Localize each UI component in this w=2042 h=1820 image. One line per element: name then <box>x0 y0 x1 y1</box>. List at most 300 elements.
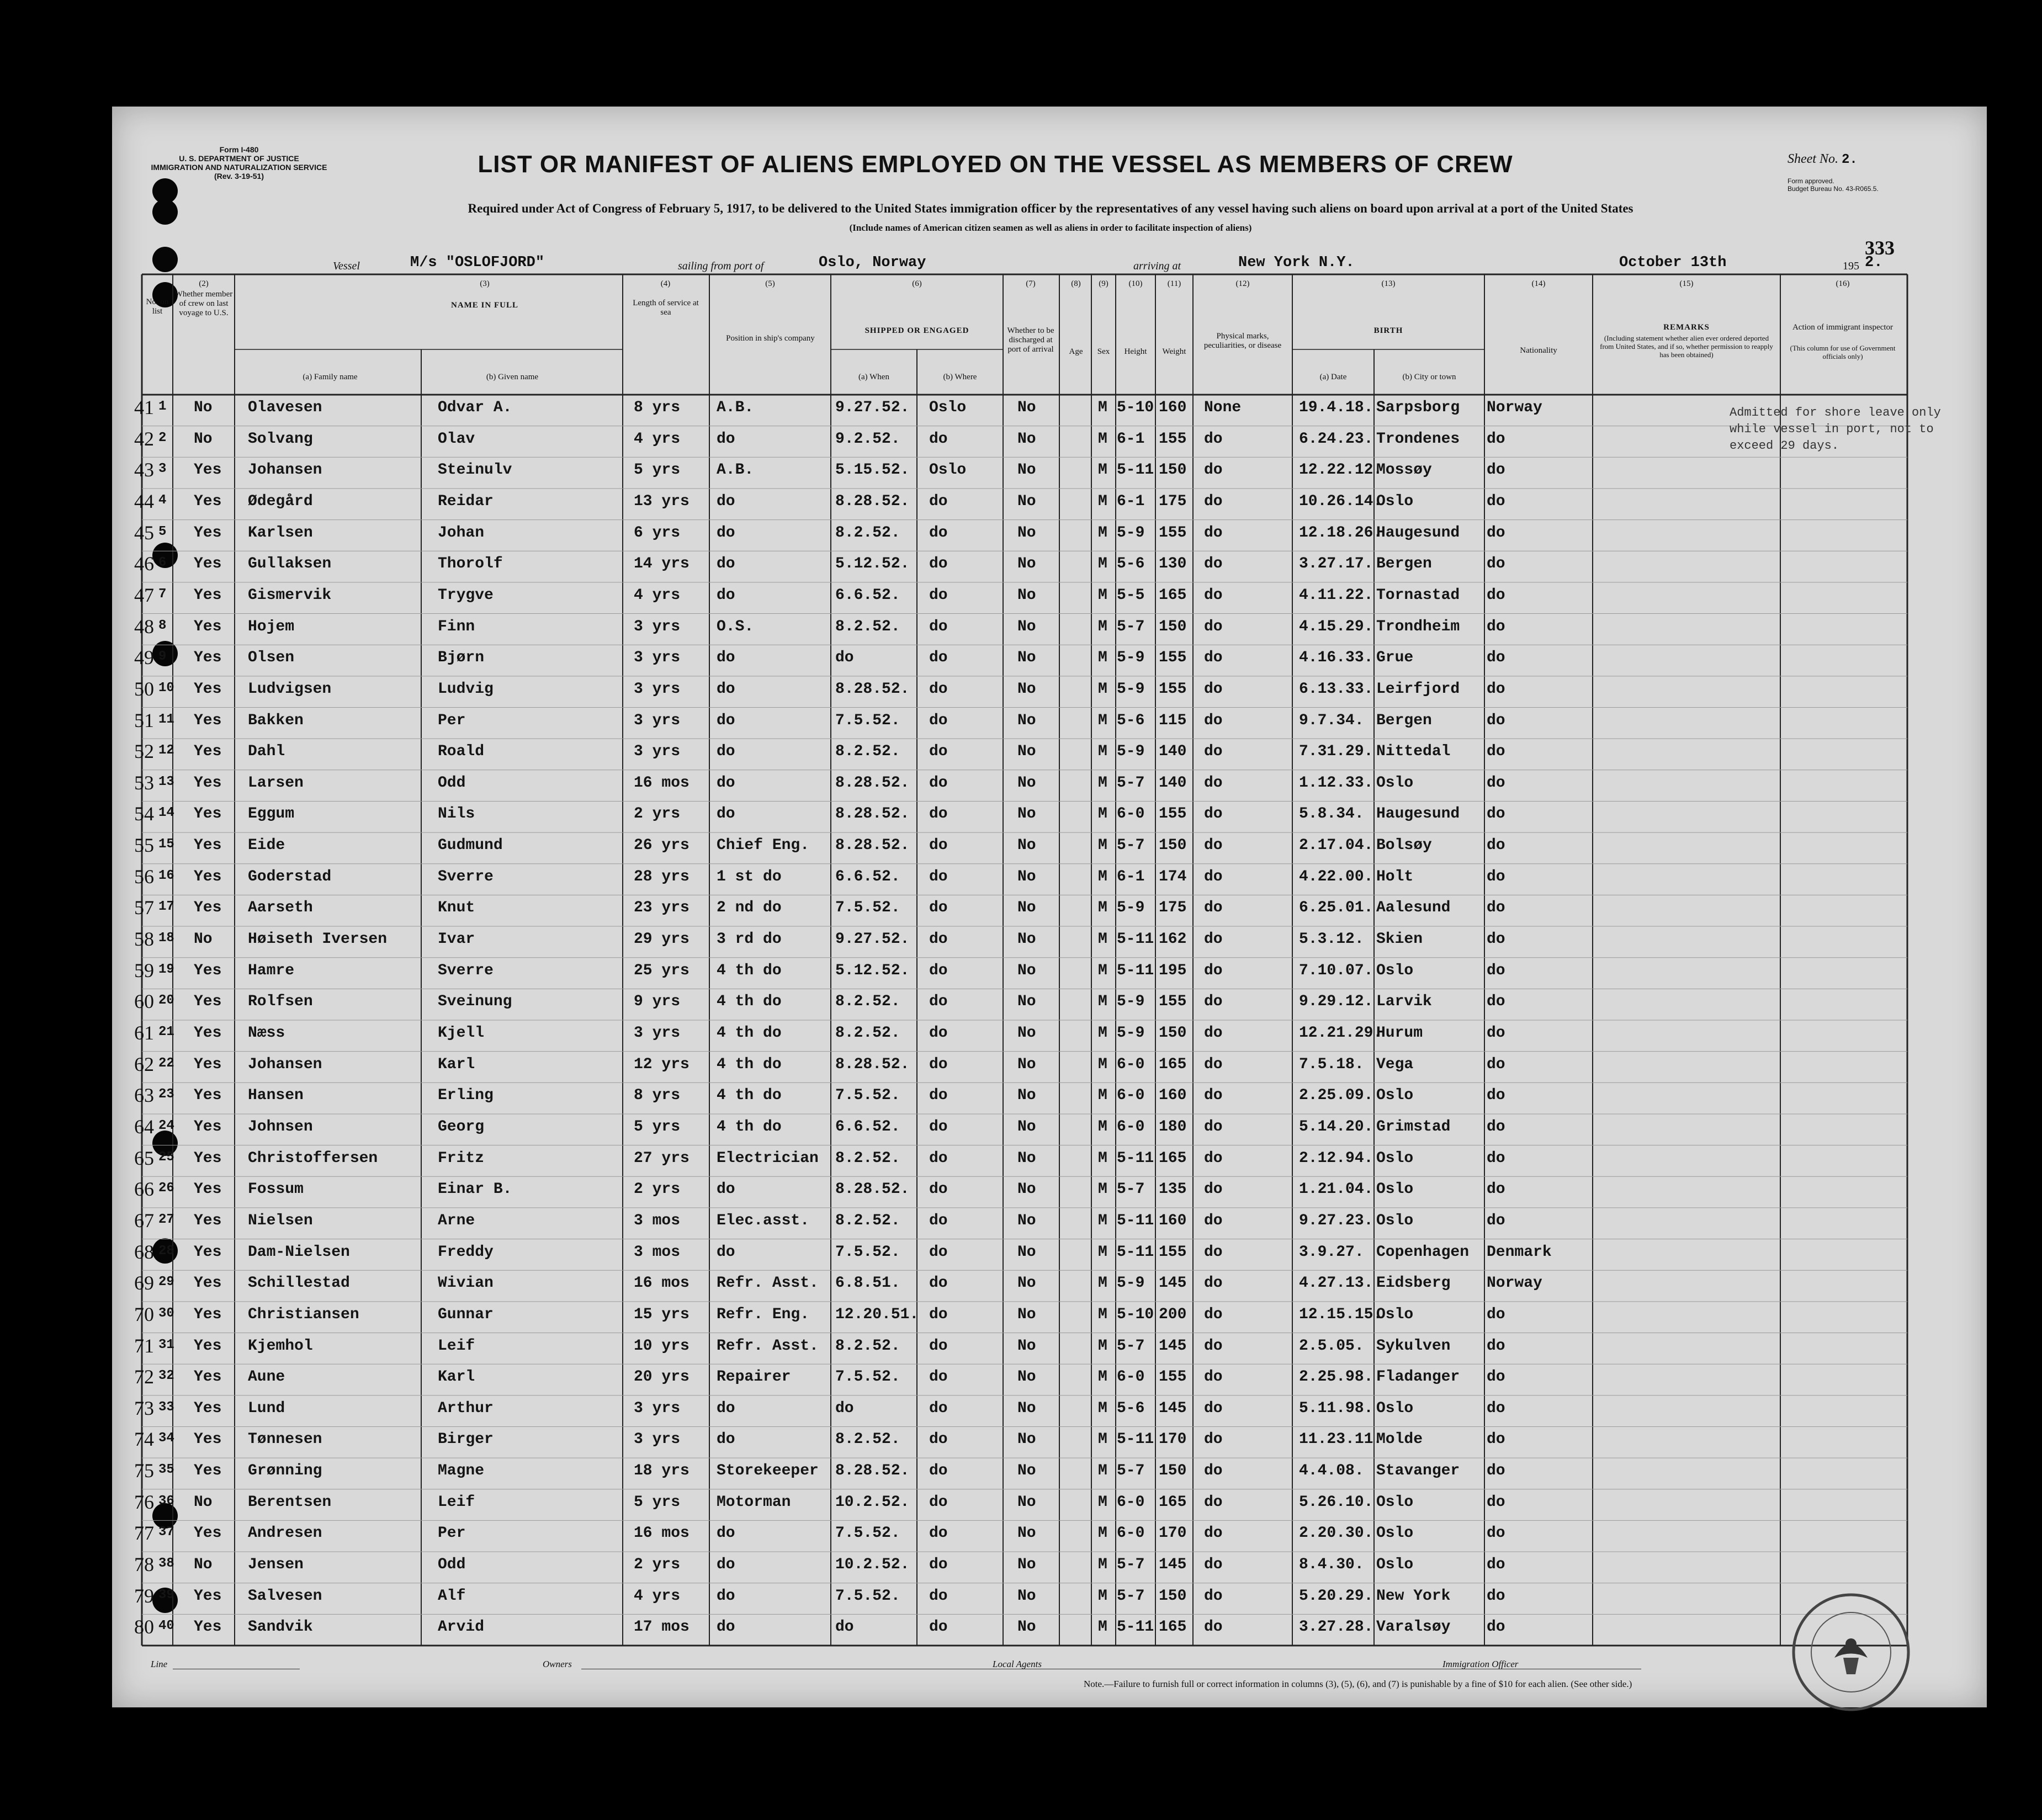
row-discharged: No <box>1017 1055 1036 1073</box>
col-16-num: (16) <box>1836 279 1850 288</box>
budget-line: Budget Bureau No. 43-R065.5. <box>1788 185 1879 193</box>
row-family-name: Christoffersen <box>248 1149 378 1167</box>
row-physical-marks: do <box>1204 1055 1223 1073</box>
row-birth-date: 6.25.01. <box>1299 899 1373 917</box>
row-weight: 165 <box>1159 1619 1187 1636</box>
row-birth-date: 7.10.07. <box>1299 962 1373 979</box>
row-family-name: Gullaksen <box>248 555 332 573</box>
row-height: 5-9 <box>1117 743 1145 761</box>
row-height: 5-9 <box>1117 1275 1145 1292</box>
row-birth-city: Bolsøy <box>1376 837 1432 855</box>
row-shipped-where: Oslo <box>929 461 967 479</box>
row-list-number: 25 <box>158 1149 174 1165</box>
row-birth-city: Hurum <box>1376 1025 1423 1042</box>
row-last-voyage: Yes <box>194 899 222 917</box>
row-service-length: 6 yrs <box>634 524 681 542</box>
row-nationality: do <box>1487 993 1505 1011</box>
row-birth-city: Oslo <box>1376 774 1414 792</box>
row-sex: M <box>1098 1587 1107 1605</box>
row-shipped-when: 8.2.52. <box>835 1025 900 1042</box>
row-service-length: 28 yrs <box>634 868 689 885</box>
row-list-number: 19 <box>158 962 174 977</box>
row-birth-city: Oslo <box>1376 1181 1414 1198</box>
row-list-number: 36 <box>158 1493 174 1509</box>
row-nationality: do <box>1487 649 1505 667</box>
row-birth-date: 9.27.23. <box>1299 1212 1373 1229</box>
col-name-header: NAME IN FULL <box>450 301 518 310</box>
sheet-label: Sheet No. <box>1788 152 1838 166</box>
row-discharged: No <box>1017 1118 1036 1135</box>
row-height: 5-11 <box>1117 1149 1154 1167</box>
row-birth-city: Aalesund <box>1376 899 1451 917</box>
row-position: Refr. Eng. <box>717 1306 810 1323</box>
row-discharged: No <box>1017 1025 1036 1042</box>
row-physical-marks: do <box>1204 931 1223 948</box>
col-when-header: (a) When <box>858 373 889 381</box>
row-height: 5-11 <box>1117 962 1154 979</box>
row-family-name: Gismervik <box>248 586 332 604</box>
row-list-number: 20 <box>158 993 174 1009</box>
row-family-name: Grønning <box>248 1462 322 1480</box>
row-discharged: No <box>1017 524 1036 542</box>
row-birth-date: 12.15.15. <box>1299 1306 1383 1323</box>
row-birth-city: Oslo <box>1376 1087 1414 1105</box>
row-physical-marks: do <box>1204 712 1223 729</box>
form-agency-block <box>145 145 333 181</box>
row-birth-city: Nittedal <box>1376 743 1451 761</box>
row-family-name: Karlsen <box>248 524 313 542</box>
row-birth-city: Oslo <box>1376 1212 1414 1229</box>
form-service: IMMIGRATION AND NATURALIZATION SERVICE <box>151 163 327 172</box>
row-birth-city: Oslo <box>1376 1149 1414 1167</box>
row-handwritten-number: 56 <box>134 865 154 888</box>
row-discharged: No <box>1017 430 1036 448</box>
row-position: 4 th do <box>717 1055 782 1073</box>
row-given-name: Freddy <box>438 1243 494 1261</box>
row-discharged: No <box>1017 461 1036 479</box>
row-service-length: 27 yrs <box>634 1149 689 1167</box>
row-given-name: Reidar <box>438 492 494 510</box>
row-position: do <box>717 1243 735 1261</box>
row-height: 5-11 <box>1117 1243 1154 1261</box>
row-service-length: 16 mos <box>634 1525 689 1542</box>
row-shipped-when: 7.5.52. <box>835 1087 900 1105</box>
row-family-name: Berentsen <box>248 1493 332 1511</box>
sailing-label: sailing from port of <box>678 260 764 272</box>
row-handwritten-number: 77 <box>134 1522 154 1545</box>
row-handwritten-number: 66 <box>134 1178 154 1201</box>
row-height: 5-9 <box>1117 649 1145 667</box>
row-weight: 135 <box>1159 1181 1187 1198</box>
row-shipped-when: 6.6.52. <box>835 586 900 604</box>
row-service-length: 2 yrs <box>634 805 681 823</box>
row-shipped-when: 8.2.52. <box>835 524 900 542</box>
row-shipped-when: 9.2.52. <box>835 430 900 448</box>
row-position: 4 th do <box>717 962 782 979</box>
row-list-number: 16 <box>158 868 174 883</box>
row-height: 5-9 <box>1117 993 1145 1011</box>
col-no-header: No. on list <box>146 298 169 316</box>
row-given-name: Gudmund <box>438 837 503 855</box>
row-shipped-when: 5.12.52. <box>835 555 910 573</box>
row-family-name: Fossum <box>248 1181 304 1198</box>
row-discharged: No <box>1017 962 1036 979</box>
row-sex: M <box>1098 743 1107 761</box>
row-sex: M <box>1098 586 1107 604</box>
row-last-voyage: Yes <box>194 743 222 761</box>
row-list-number: 34 <box>158 1431 174 1446</box>
row-height: 5-11 <box>1117 1212 1154 1229</box>
row-given-name: Georg <box>438 1118 485 1135</box>
row-shipped-when: 8.2.52. <box>835 993 900 1011</box>
row-sex: M <box>1098 931 1107 948</box>
row-last-voyage: Yes <box>194 1181 222 1198</box>
row-position: A.B. <box>717 461 754 479</box>
row-family-name: Dam-Nielsen <box>248 1243 350 1261</box>
row-list-number: 28 <box>158 1243 174 1259</box>
row-service-length: 15 yrs <box>634 1306 689 1323</box>
row-service-length: 4 yrs <box>634 1587 681 1605</box>
row-birth-date: 12.18.26. <box>1299 524 1383 542</box>
punch-hole <box>152 247 178 272</box>
row-position: Electrician <box>717 1149 819 1167</box>
row-nationality: do <box>1487 1556 1505 1574</box>
row-last-voyage: Yes <box>194 1619 222 1636</box>
row-birth-date: 12.22.12. <box>1299 461 1383 479</box>
row-nationality: do <box>1487 1025 1505 1042</box>
row-given-name: Roald <box>438 743 485 761</box>
row-service-length: 8 yrs <box>634 1087 681 1105</box>
row-family-name: Eide <box>248 837 285 855</box>
row-discharged: No <box>1017 1431 1036 1448</box>
row-birth-city: Sarpsborg <box>1376 399 1460 416</box>
row-nationality: do <box>1487 1118 1505 1135</box>
row-family-name: Solvang <box>248 430 313 448</box>
row-list-number: 30 <box>158 1306 174 1321</box>
row-position: Repairer <box>717 1368 791 1386</box>
row-last-voyage: Yes <box>194 1243 222 1261</box>
row-shipped-where: do <box>929 524 948 542</box>
row-shipped-when: 8.28.52. <box>835 492 910 510</box>
row-birth-city: Larvik <box>1376 993 1432 1011</box>
row-discharged: No <box>1017 868 1036 885</box>
row-discharged: No <box>1017 1212 1036 1229</box>
row-nationality: do <box>1487 618 1505 635</box>
footer-owners-label: Owners <box>543 1659 572 1669</box>
row-shipped-where: do <box>929 1399 948 1417</box>
row-sex: M <box>1098 399 1107 416</box>
row-shipped-when: 9.27.52. <box>835 931 910 948</box>
row-handwritten-number: 60 <box>134 990 154 1013</box>
col-3-num: (3) <box>480 279 490 288</box>
row-position: 4 th do <box>717 1087 782 1105</box>
row-birth-date: 1.12.33. <box>1299 774 1373 792</box>
row-list-number: 12 <box>158 743 174 758</box>
row-weight: 165 <box>1159 1493 1187 1511</box>
row-physical-marks: do <box>1204 1556 1223 1574</box>
row-handwritten-number: 79 <box>134 1584 154 1607</box>
row-shipped-when: 8.2.52. <box>835 618 900 635</box>
col-2-num: (2) <box>199 279 209 288</box>
row-birth-date: 2.5.05. <box>1299 1337 1364 1355</box>
col-15-num: (15) <box>1679 279 1694 288</box>
row-discharged: No <box>1017 399 1036 416</box>
row-handwritten-number: 76 <box>134 1490 154 1513</box>
row-service-length: 3 yrs <box>634 649 681 667</box>
row-weight: 155 <box>1159 1243 1187 1261</box>
row-shipped-when: 8.2.52. <box>835 1431 900 1448</box>
row-discharged: No <box>1017 1243 1036 1261</box>
row-weight: 150 <box>1159 461 1187 479</box>
row-discharged: No <box>1017 1181 1036 1198</box>
row-shipped-where: do <box>929 618 948 635</box>
row-weight: 145 <box>1159 1275 1187 1292</box>
row-physical-marks: do <box>1204 837 1223 855</box>
row-family-name: Johansen <box>248 461 322 479</box>
row-birth-date: 3.27.17. <box>1299 555 1373 573</box>
row-shipped-when: 8.2.52. <box>835 1212 900 1229</box>
row-shipped-when: 8.28.52. <box>835 1462 910 1480</box>
form-id: Form I-480 <box>219 145 259 154</box>
row-birth-date: 2.25.09. <box>1299 1087 1373 1105</box>
row-given-name: Sverre <box>438 868 494 885</box>
row-service-length: 18 yrs <box>634 1462 689 1480</box>
row-handwritten-number: 63 <box>134 1084 154 1107</box>
col-4-num: (4) <box>660 279 671 288</box>
row-birth-city: Oslo <box>1376 1493 1414 1511</box>
row-shipped-when: 7.5.52. <box>835 1525 900 1542</box>
row-birth-date: 2.12.94. <box>1299 1149 1373 1167</box>
col-where-header: (b) Where <box>943 373 977 381</box>
row-birth-city: Oslo <box>1376 1399 1414 1417</box>
row-last-voyage: No <box>194 1493 213 1511</box>
row-position: do <box>717 649 735 667</box>
row-sex: M <box>1098 524 1107 542</box>
row-birth-city: Sykulven <box>1376 1337 1451 1355</box>
row-birth-city: Bergen <box>1376 555 1432 573</box>
row-shipped-where: do <box>929 1149 948 1167</box>
col-discharged-header: Whether to be discharged at port of arrival <box>1007 326 1054 354</box>
row-discharged: No <box>1017 805 1036 823</box>
row-service-length: 12 yrs <box>634 1055 689 1073</box>
row-height: 5-7 <box>1117 837 1145 855</box>
row-physical-marks: do <box>1204 461 1223 479</box>
row-weight: 160 <box>1159 1212 1187 1229</box>
row-shipped-when: 8.28.52. <box>835 680 910 698</box>
row-sex: M <box>1098 1556 1107 1574</box>
row-service-length: 14 yrs <box>634 555 689 573</box>
row-birth-city: Trondenes <box>1376 430 1460 448</box>
row-position: A.B. <box>717 399 754 416</box>
row-height: 5-9 <box>1117 524 1145 542</box>
row-physical-marks: do <box>1204 680 1223 698</box>
arriving-label: arriving at <box>1133 260 1181 272</box>
row-shipped-where: do <box>929 743 948 761</box>
row-handwritten-number: 41 <box>134 396 154 418</box>
row-discharged: No <box>1017 1337 1036 1355</box>
col-age-header: Age <box>1069 347 1083 356</box>
row-discharged: No <box>1017 680 1036 698</box>
row-height: 6-1 <box>1117 868 1145 885</box>
row-given-name: Einar B. <box>438 1181 512 1198</box>
col-11-num: (11) <box>1167 279 1181 288</box>
row-shipped-when: 12.20.51. <box>835 1306 919 1323</box>
row-physical-marks: do <box>1204 1462 1223 1480</box>
row-birth-city: Stavanger <box>1376 1462 1460 1480</box>
row-birth-city: Leirfjord <box>1376 680 1460 698</box>
row-birth-date: 3.9.27. <box>1299 1243 1364 1261</box>
row-position: do <box>717 524 735 542</box>
row-discharged: No <box>1017 586 1036 604</box>
row-sex: M <box>1098 1337 1107 1355</box>
row-handwritten-number: 80 <box>134 1616 154 1638</box>
row-physical-marks: do <box>1204 1243 1223 1261</box>
row-discharged: No <box>1017 712 1036 729</box>
row-height: 5-9 <box>1117 1025 1145 1042</box>
col-voyage-header: Whether member of crew on last voyage to U.S. <box>174 290 233 317</box>
row-shipped-where: do <box>929 899 948 917</box>
row-position: Refr. Asst. <box>717 1337 819 1355</box>
row-last-voyage: Yes <box>194 1525 222 1542</box>
row-physical-marks: do <box>1204 1181 1223 1198</box>
row-given-name: Johan <box>438 524 485 542</box>
col-5-num: (5) <box>765 279 775 288</box>
col-action-note: (This column for use of Government officials only) <box>1790 344 1896 360</box>
form-rev: (Rev. 3-19-51) <box>214 172 264 181</box>
row-last-voyage: Yes <box>194 1399 222 1417</box>
row-nationality: do <box>1487 931 1505 948</box>
row-service-length: 2 yrs <box>634 1181 681 1198</box>
row-height: 5-5 <box>1117 586 1145 604</box>
row-shipped-where: do <box>929 586 948 604</box>
row-shipped-when: do <box>835 1399 854 1417</box>
row-shipped-where: do <box>929 430 948 448</box>
row-weight: 145 <box>1159 1556 1187 1574</box>
row-last-voyage: Yes <box>194 1212 222 1229</box>
row-weight: 140 <box>1159 743 1187 761</box>
row-last-voyage: No <box>194 931 213 948</box>
row-shipped-where: do <box>929 1181 948 1198</box>
row-birth-date: 2.20.30. <box>1299 1525 1373 1542</box>
row-shipped-where: do <box>929 993 948 1011</box>
row-shipped-when: 8.2.52. <box>835 1149 900 1167</box>
row-shipped-when: 7.5.52. <box>835 1243 900 1261</box>
row-handwritten-number: 55 <box>134 834 154 857</box>
row-weight: 155 <box>1159 1368 1187 1386</box>
row-position: 3 rd do <box>717 931 782 948</box>
row-weight: 115 <box>1159 712 1187 729</box>
row-shipped-when: 10.2.52. <box>835 1556 910 1574</box>
row-shipped-where: do <box>929 680 948 698</box>
row-height: 6-0 <box>1117 1368 1145 1386</box>
row-physical-marks: do <box>1204 899 1223 917</box>
row-physical-marks: do <box>1204 524 1223 542</box>
row-physical-marks: do <box>1204 586 1223 604</box>
row-service-length: 5 yrs <box>634 1118 681 1135</box>
row-list-number: 37 <box>158 1525 174 1540</box>
row-weight: 170 <box>1159 1525 1187 1542</box>
row-last-voyage: Yes <box>194 868 222 885</box>
remarks-shore-leave: Admitted for shore leave only while vessel in port, not to exceed 29 days. <box>1730 406 1941 453</box>
row-last-voyage: Yes <box>194 712 222 729</box>
row-sex: M <box>1098 774 1107 792</box>
row-discharged: No <box>1017 649 1036 667</box>
row-service-length: 20 yrs <box>634 1368 689 1386</box>
row-family-name: Salvesen <box>248 1587 322 1605</box>
row-handwritten-number: 75 <box>134 1460 154 1482</box>
row-height: 5-11 <box>1117 931 1154 948</box>
row-nationality: do <box>1487 962 1505 979</box>
row-family-name: Olavesen <box>248 399 322 416</box>
row-sex: M <box>1098 1149 1107 1167</box>
col-remarks-header: REMARKS <box>1663 323 1710 332</box>
row-shipped-where: do <box>929 1118 948 1135</box>
row-shipped-where: do <box>929 805 948 823</box>
row-family-name: Aune <box>248 1368 285 1386</box>
row-last-voyage: Yes <box>194 680 222 698</box>
footer-officer-label: Immigration Officer <box>1442 1659 1519 1669</box>
row-height: 5-7 <box>1117 1587 1145 1605</box>
row-discharged: No <box>1017 743 1036 761</box>
row-weight: 162 <box>1159 931 1187 948</box>
row-sex: M <box>1098 1462 1107 1480</box>
row-handwritten-number: 57 <box>134 896 154 919</box>
row-physical-marks: do <box>1204 1525 1223 1542</box>
row-handwritten-number: 74 <box>134 1428 154 1451</box>
row-physical-marks: do <box>1204 1493 1223 1511</box>
row-nationality: do <box>1487 430 1505 448</box>
row-discharged: No <box>1017 1525 1036 1542</box>
row-sex: M <box>1098 899 1107 917</box>
row-handwritten-number: 61 <box>134 1022 154 1044</box>
row-shipped-when: 5.15.52. <box>835 461 910 479</box>
row-handwritten-number: 47 <box>134 583 154 606</box>
page-subtitle: Required under Act of Congress of February 5, 1917, to be delivered to the United States immigration officer by the representatives of any vessel having such aliens on board upon arrival at a port of the United States <box>468 201 1633 215</box>
row-list-number: 10 <box>158 680 174 696</box>
row-sex: M <box>1098 680 1107 698</box>
row-birth-city: Copenhagen <box>1376 1243 1470 1261</box>
form-approval <box>1788 177 1879 193</box>
row-handwritten-number: 68 <box>134 1240 154 1263</box>
row-sex: M <box>1098 649 1107 667</box>
row-nationality: do <box>1487 680 1505 698</box>
row-weight: 145 <box>1159 1399 1187 1417</box>
row-physical-marks: do <box>1204 1431 1223 1448</box>
row-sex: M <box>1098 1181 1107 1198</box>
row-last-voyage: No <box>194 430 213 448</box>
row-sex: M <box>1098 1243 1107 1261</box>
row-list-number: 4 <box>158 492 167 508</box>
row-birth-city: Varalsøy <box>1376 1619 1451 1636</box>
row-discharged: No <box>1017 1619 1036 1636</box>
row-last-voyage: Yes <box>194 1462 222 1480</box>
row-nationality: Norway <box>1487 399 1542 416</box>
row-sex: M <box>1098 1306 1107 1323</box>
row-height: 5-10 <box>1117 1306 1154 1323</box>
col-given-header: (b) Given name <box>486 373 539 381</box>
row-list-number: 9 <box>158 649 167 665</box>
row-given-name: Gunnar <box>438 1306 494 1323</box>
row-given-name: Per <box>438 1525 466 1542</box>
row-height: 6-1 <box>1117 492 1145 510</box>
row-birth-city: Haugesund <box>1376 805 1460 823</box>
row-shipped-where: do <box>929 555 948 573</box>
row-birth-date: 7.5.18. <box>1299 1055 1364 1073</box>
row-family-name: Hansen <box>248 1087 304 1105</box>
row-position: 4 th do <box>717 1118 782 1135</box>
row-height: 5-6 <box>1117 1399 1145 1417</box>
row-family-name: Ludvigsen <box>248 680 332 698</box>
